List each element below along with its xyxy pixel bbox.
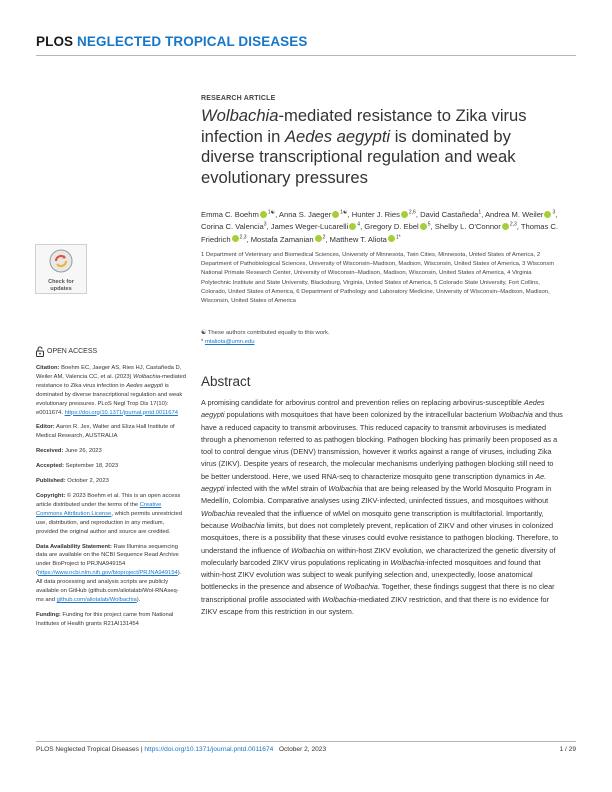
page-number: 1 / 29 (559, 746, 576, 753)
data-availability-text: ). All data processing and analysis scripts are publicly available on GitHub (github.com/aliotalab/Wol-RNAseq-ms and (36, 570, 182, 603)
author-name[interactable]: David Castañeda (420, 210, 479, 219)
abstract-italic: Wolbachia (343, 582, 378, 592)
abstract-text: and thus have a reduced capacity to transmit arboviruses. This reduced capacity to transmit arboviruses is mediated through a phenomenon referred to as pathogen blocking. Pathogen blocking has primarily been proposed as a tool to control dengue virus (DENV) transmission, however it works against a range of viruses, including Zika virus (ZIKV). Despite years of research, the molecular mechanisms underlying pathogen blocking still need to be better understood. Here, we used RNA-seq to characterize mosquito gene transcription dynamics in (201, 410, 563, 481)
abstract-italic: Wolbachia (390, 557, 425, 567)
abstract-text: populations with mosquitoes that have been colonized by the intracellular bacterium (224, 410, 499, 420)
author-name[interactable]: Anna S. Jaeger (278, 210, 332, 219)
published-label: Published: (36, 478, 66, 485)
citation-doi-link[interactable]: https://doi.org/10.1371/journal.pntd.0011674 (64, 409, 178, 416)
journal-header (36, 34, 308, 49)
citation-text: is dominated by diverse transcriptional regulation and weak evolutionary pressures. PLoS Negl Trop Dis 17(10): e0011674. (36, 382, 183, 416)
author-affil: 2,6 (408, 209, 416, 216)
copyright-text: , which permits unrestricted use, distribution, and reproduction in any medium, provided the original author and source are credited. (36, 510, 182, 535)
open-access-badge (36, 346, 97, 357)
abstract-text: limits, but does not completely prevent, replication of ZIKV and other viruses in colonized mosquitoes, there is a possibility that these viruses could evolve resistance to pathogen blocking. Therefore, to understand the influence of (201, 520, 559, 555)
footer-separator: | (139, 746, 145, 753)
abstract-italic: Wolbachia (291, 545, 326, 555)
orcid-icon[interactable] (260, 211, 267, 218)
editor-text: Aaron R. Jex, Walter and Eliza Hall Institute of Medical Research, AUSTRALIA (36, 424, 175, 440)
corresponding-author-note (201, 338, 559, 347)
author-name[interactable]: Matthew T. Aliota (329, 234, 387, 244)
funding-text: Funding for this project came from National Institutes of Health grants R21AI131454 (36, 611, 174, 627)
article-metadata-sidebar (36, 364, 186, 635)
title-italic-wolbachia: Wolbachia (201, 106, 279, 125)
abstract-italic: Aedes aegypti (201, 398, 545, 420)
author-affil: 1☯ (340, 209, 348, 216)
citation-italic: Aedes aegypti (126, 382, 163, 389)
author-name[interactable]: Corina C. Valencia (201, 222, 264, 232)
open-access-label: OPEN ACCESS (47, 348, 98, 355)
editor-block (36, 423, 186, 441)
author-affil: 3 (552, 209, 556, 216)
author-name[interactable]: James Weger-Lucarelli (270, 222, 349, 232)
author-name[interactable]: Thomas C. Friedrich (201, 222, 558, 244)
title-part-1: -mediated resistance to Zika virus infection in (201, 106, 527, 146)
orcid-icon[interactable] (544, 211, 551, 218)
accepted-block (36, 462, 186, 471)
article-type: RESEARCH ARTICLE (201, 95, 276, 102)
abstract-italic: Wolbachia (322, 594, 357, 604)
author-affil: 1* (395, 234, 401, 241)
copyright-label: Copyright: (36, 492, 66, 499)
orcid-icon[interactable] (349, 223, 356, 230)
affiliations: 1 Department of Veterinary and Biomedical Sciences, University of Minnesota, Twin Cities, Minnesota, United States of America, 2 Department of Pathobiological Sciences, University of Wisconsin–Madison, Madison, Wisconsin, United States of America, 3 Wisconsin National Primate Research Center, University of Wisconsin–Madison, Madison, Wisconsin, United States of America, 4 Virginia Polytechnic Institute and State University, Blacksburg, Virginia, United States of America, 5 Colorado State University, Fort Collins, Colorado, United States of America, 6 Department of Pathology and Laboratory Medicine, University of Wisconsin–Madison, Madison, Wisconsin, United States of America (201, 252, 554, 305)
funding-label: Funding: (36, 611, 61, 618)
data-availability-block (36, 543, 186, 605)
author-affil: 2,3 (509, 221, 517, 228)
journal-brand: PLOS (36, 34, 74, 49)
author-affil: 2 (322, 234, 326, 241)
abstract-heading: Abstract (201, 374, 251, 389)
citation-block (36, 364, 186, 417)
data-availability-text: Raw Illumina sequencing data are available on the NCBI Sequence Read Archive under BioProject to PRJNA949154 ( (36, 543, 179, 577)
accepted-label: Accepted: (36, 463, 65, 470)
github-link[interactable]: github.com/aliotalab/Wolbachia (56, 596, 137, 603)
article-title (201, 106, 561, 188)
author-affil: 3 (263, 221, 267, 228)
author-name[interactable]: Shelby L. O'Connor (434, 222, 501, 232)
published-date: October 2, 2023 (65, 478, 109, 485)
abstract-text: . Together, these findings suggest that there is no clear transcriptional profile associated with (201, 582, 555, 604)
orcid-icon[interactable] (502, 223, 509, 230)
citation-label: Citation: (36, 365, 60, 371)
received-label: Received: (36, 448, 64, 455)
license-link[interactable]: Creative Commons Attribution License (36, 501, 162, 517)
orcid-icon[interactable] (332, 211, 339, 218)
abstract-italic: Ae. aegypti (201, 471, 547, 494)
footer-journal: PLOS Neglected Tropical Diseases (36, 746, 139, 753)
title-italic-aedes: Aedes aegypti (284, 126, 391, 146)
author-affil: 4 (357, 221, 361, 228)
funding-block (36, 611, 186, 629)
check-for-updates-badge[interactable] (35, 244, 87, 294)
footer-divider (36, 741, 576, 742)
accepted-date: September 18, 2023 (64, 463, 119, 470)
orcid-icon[interactable] (420, 223, 427, 230)
data-availability-label: Data Availability Statement: (36, 543, 112, 550)
citation-italic: Wolbachia (133, 373, 161, 380)
author-affil: 1☯ (267, 209, 276, 216)
orcid-icon[interactable] (232, 235, 239, 242)
abstract-text: that are being released by the World Mosquito Program in Medellín, Colombia. Comparative analyses using ZIKV-infected, uninfected tissues, and mosquitoes without (201, 484, 552, 506)
corresponding-email-link[interactable]: mtaliota@umn.edu (204, 339, 255, 346)
journal-name: NEGLECTED TROPICAL DISEASES (77, 34, 308, 49)
abstract-body (201, 397, 563, 618)
received-block (36, 447, 186, 456)
orcid-icon[interactable] (315, 235, 322, 242)
orcid-icon[interactable] (401, 211, 408, 218)
author-name[interactable]: Mostafa Zamanian (250, 234, 314, 244)
abstract-italic: Wolbachia (230, 520, 265, 530)
page-footer (36, 746, 326, 753)
abstract-italic: Wolbachia (201, 508, 236, 518)
author-affil: 2,3 (239, 234, 247, 241)
published-block (36, 477, 186, 486)
abstract-text: A promising candidate for arbovirus control and prevention relies on replacing arbovirus-susceptible (201, 398, 524, 407)
footer-date: October 2, 2023 (278, 746, 327, 753)
author-name[interactable]: Gregory D. Ebel (364, 222, 419, 232)
author-name[interactable]: Andrea M. Weiler (484, 210, 544, 219)
abstract-italic: Wolbachia (498, 410, 533, 420)
check-for-updates-line1: Check for (48, 279, 74, 285)
author-affil: 5 (427, 221, 431, 228)
footer-doi-link[interactable]: https://doi.org/10.1371/journal.pntd.0011674 (144, 746, 274, 753)
orcid-icon[interactable] (388, 235, 395, 242)
editor-label: Editor: (36, 424, 55, 431)
copyright-text: © 2023 Boehm et al. This is an open access article distributed under the terms of the (36, 492, 181, 508)
bioproject-link[interactable]: https://www.ncbi.nlm.nih.gov/bioproject/PRJNA949154 (37, 570, 178, 577)
author-list: Emma C. Boehm $^{1☯}$, Anna S. Jaeger $^{1☯}$, Hunter J. Ries $^{2,6}$, David Castañeda$^1$, Andrea M. Weiler $^3$, Corina C. Valencia$^3$, James Weger-Lucarelli $^4$, Gregory D. Ebel $^5$, Shelby L. O'Connor $^{2,3}$, Thomas C. Friedrich $^{2,3}$, Mostafa Zamanian $^2$, Matthew T. Aliota $^{1*}$ (201, 209, 558, 244)
check-for-updates-icon (49, 249, 73, 273)
corresponding-marker: * (201, 339, 204, 346)
citation-text: Boehm EC, Jaeger AS, Ries HJ, Castañeda D, Weiler AM, Valencia CC, et al. (2023) (36, 365, 182, 380)
check-for-updates-line2: updates (50, 285, 72, 292)
citation-text: -mediated resistance to Zika virus infection in (36, 373, 186, 389)
abstract-text: -mediated ZIKV restriction, and that there is no evidence for ZIKV escape from this restriction in our system. (201, 594, 550, 617)
check-for-updates-label (36, 279, 86, 292)
abstract-text: infected with the wMel strain of (224, 484, 329, 494)
abstract-text: on within-host ZIKV evolution, we characterized the genetic diversity of molecularly barcoded ZIKV virus populations replicating in (201, 545, 556, 567)
data-availability-text: ). (136, 596, 141, 603)
author-notes (201, 329, 559, 347)
received-date: June 26, 2023 (63, 448, 102, 455)
copyright-block (36, 492, 186, 537)
abstract-text: revealed that the influence of wMel on mosquito gene transcription is multifactorial. Importantly, because (201, 508, 544, 530)
author-name[interactable]: Emma C. Boehm (201, 210, 259, 219)
author-affil: 1 (478, 209, 482, 216)
abstract-italic: Wolbachia (328, 484, 363, 494)
open-lock-icon (36, 346, 44, 357)
abstract-text: -infected mosquitoes and found that within-host ZIKV evolution was subject to weak purifying selection and, unexpectedly, loose anatomical bottlenecks in the presence and absence of (201, 557, 541, 592)
author-name[interactable]: Hunter J. Ries (351, 210, 400, 219)
title-part-2: is dominated by diverse transcriptional regulation and weak evolutionary pressures (201, 126, 516, 187)
header-divider (36, 55, 576, 56)
equal-contribution-note: ☯ These authors contributed equally to this work. (201, 330, 330, 336)
